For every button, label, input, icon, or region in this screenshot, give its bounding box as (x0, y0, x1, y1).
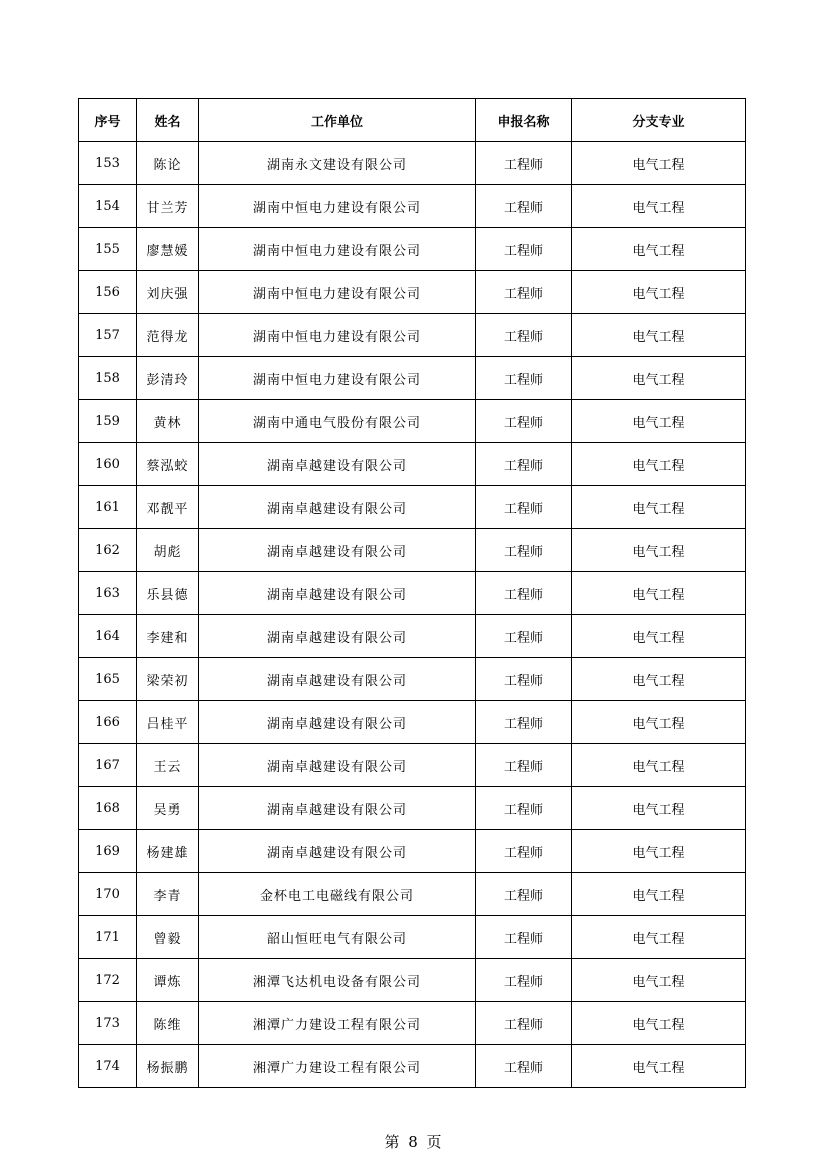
table-row (79, 228, 746, 271)
cell-index: 158 (79, 357, 137, 400)
cell-index: 167 (79, 744, 137, 787)
cell-title: 工程师 (476, 185, 572, 228)
table-row (79, 744, 746, 787)
cell-unit: 湖南卓越建设有限公司 (199, 486, 476, 529)
table-row (79, 486, 746, 529)
cell-specialty: 电气工程 (572, 1045, 746, 1088)
table-row (79, 443, 746, 486)
cell-name: 乐县德 (137, 572, 199, 615)
cell-name: 杨振鹏 (137, 1045, 199, 1088)
cell-title: 工程师 (476, 1002, 572, 1045)
table-row (79, 271, 746, 314)
cell-specialty: 电气工程 (572, 658, 746, 701)
cell-unit: 湘潭广力建设工程有限公司 (199, 1002, 476, 1045)
cell-index: 159 (79, 400, 137, 443)
header-index: 序号 (79, 99, 137, 142)
cell-name: 吕桂平 (137, 701, 199, 744)
table-row (79, 787, 746, 830)
cell-title: 工程师 (476, 787, 572, 830)
cell-title: 工程师 (476, 142, 572, 185)
cell-specialty: 电气工程 (572, 615, 746, 658)
cell-unit: 湘潭广力建设工程有限公司 (199, 1045, 476, 1088)
cell-index: 172 (79, 959, 137, 1002)
cell-title: 工程师 (476, 572, 572, 615)
cell-index: 171 (79, 916, 137, 959)
cell-title: 工程师 (476, 916, 572, 959)
cell-index: 173 (79, 1002, 137, 1045)
table-row (79, 959, 746, 1002)
cell-title: 工程师 (476, 873, 572, 916)
cell-index: 166 (79, 701, 137, 744)
table-body (79, 142, 746, 1088)
cell-unit: 湖南中恒电力建设有限公司 (199, 271, 476, 314)
cell-name: 曾毅 (137, 916, 199, 959)
cell-specialty: 电气工程 (572, 959, 746, 1002)
table-row (79, 615, 746, 658)
table-row (79, 400, 746, 443)
cell-unit: 金杯电工电磁线有限公司 (199, 873, 476, 916)
cell-index: 154 (79, 185, 137, 228)
cell-title: 工程师 (476, 1045, 572, 1088)
table-row (79, 916, 746, 959)
cell-index: 162 (79, 529, 137, 572)
cell-name: 黄林 (137, 400, 199, 443)
cell-index: 161 (79, 486, 137, 529)
cell-name: 杨建雄 (137, 830, 199, 873)
cell-specialty: 电气工程 (572, 744, 746, 787)
roster-table (78, 98, 746, 1088)
header-name: 姓名 (137, 99, 199, 142)
cell-name: 王云 (137, 744, 199, 787)
cell-unit: 湖南中恒电力建设有限公司 (199, 228, 476, 271)
cell-index: 160 (79, 443, 137, 486)
cell-title: 工程师 (476, 443, 572, 486)
table-row (79, 314, 746, 357)
cell-title: 工程师 (476, 959, 572, 1002)
cell-unit: 湖南卓越建设有限公司 (199, 443, 476, 486)
table-row (79, 1002, 746, 1045)
cell-name: 陈论 (137, 142, 199, 185)
cell-unit: 湖南卓越建设有限公司 (199, 615, 476, 658)
cell-name: 陈维 (137, 1002, 199, 1045)
cell-name: 梁荣初 (137, 658, 199, 701)
cell-specialty: 电气工程 (572, 400, 746, 443)
table-row (79, 701, 746, 744)
cell-name: 谭炼 (137, 959, 199, 1002)
page-number: 第 8 页 (384, 1133, 442, 1151)
cell-title: 工程师 (476, 529, 572, 572)
table-row (79, 1045, 746, 1088)
cell-index: 157 (79, 314, 137, 357)
table-row (79, 142, 746, 185)
cell-index: 169 (79, 830, 137, 873)
cell-title: 工程师 (476, 744, 572, 787)
table-row (79, 830, 746, 873)
cell-name: 彭清玲 (137, 357, 199, 400)
table-row (79, 658, 746, 701)
cell-index: 165 (79, 658, 137, 701)
cell-title: 工程师 (476, 830, 572, 873)
cell-name: 甘兰芳 (137, 185, 199, 228)
cell-name: 胡彪 (137, 529, 199, 572)
cell-unit: 湖南中恒电力建设有限公司 (199, 357, 476, 400)
cell-unit: 湖南中恒电力建设有限公司 (199, 185, 476, 228)
cell-index: 155 (79, 228, 137, 271)
cell-specialty: 电气工程 (572, 142, 746, 185)
cell-unit: 湖南卓越建设有限公司 (199, 658, 476, 701)
cell-unit: 韶山恒旺电气有限公司 (199, 916, 476, 959)
cell-specialty: 电气工程 (572, 787, 746, 830)
cell-title: 工程师 (476, 486, 572, 529)
cell-specialty: 电气工程 (572, 486, 746, 529)
cell-title: 工程师 (476, 228, 572, 271)
cell-unit: 湖南中通电气股份有限公司 (199, 400, 476, 443)
cell-title: 工程师 (476, 357, 572, 400)
cell-specialty: 电气工程 (572, 314, 746, 357)
cell-specialty: 电气工程 (572, 185, 746, 228)
cell-index: 168 (79, 787, 137, 830)
cell-name: 廖慧媛 (137, 228, 199, 271)
table-header-row (79, 99, 746, 142)
cell-specialty: 电气工程 (572, 271, 746, 314)
cell-name: 李建和 (137, 615, 199, 658)
table-row (79, 529, 746, 572)
cell-specialty: 电气工程 (572, 916, 746, 959)
header-specialty: 分支专业 (572, 99, 746, 142)
cell-name: 邓靓平 (137, 486, 199, 529)
cell-index: 170 (79, 873, 137, 916)
cell-unit: 湖南永文建设有限公司 (199, 142, 476, 185)
cell-title: 工程师 (476, 314, 572, 357)
cell-title: 工程师 (476, 658, 572, 701)
cell-specialty: 电气工程 (572, 1002, 746, 1045)
cell-name: 范得龙 (137, 314, 199, 357)
header-unit: 工作单位 (199, 99, 476, 142)
cell-specialty: 电气工程 (572, 572, 746, 615)
cell-specialty: 电气工程 (572, 701, 746, 744)
cell-unit: 湖南卓越建设有限公司 (199, 701, 476, 744)
cell-title: 工程师 (476, 615, 572, 658)
cell-specialty: 电气工程 (572, 873, 746, 916)
cell-index: 163 (79, 572, 137, 615)
cell-specialty: 电气工程 (572, 228, 746, 271)
cell-unit: 湖南卓越建设有限公司 (199, 830, 476, 873)
cell-unit: 湖南卓越建设有限公司 (199, 529, 476, 572)
table-row (79, 185, 746, 228)
table-row (79, 873, 746, 916)
cell-unit: 湖南卓越建设有限公司 (199, 744, 476, 787)
cell-unit: 湘潭飞达机电设备有限公司 (199, 959, 476, 1002)
header-title: 申报名称 (476, 99, 572, 142)
cell-name: 李青 (137, 873, 199, 916)
table-row (79, 572, 746, 615)
cell-index: 153 (79, 142, 137, 185)
cell-unit: 湖南中恒电力建设有限公司 (199, 314, 476, 357)
cell-index: 174 (79, 1045, 137, 1088)
table-row (79, 357, 746, 400)
cell-name: 蔡泓蛟 (137, 443, 199, 486)
cell-title: 工程师 (476, 701, 572, 744)
cell-name: 刘庆强 (137, 271, 199, 314)
cell-specialty: 电气工程 (572, 443, 746, 486)
cell-specialty: 电气工程 (572, 529, 746, 572)
cell-title: 工程师 (476, 400, 572, 443)
cell-index: 164 (79, 615, 137, 658)
cell-specialty: 电气工程 (572, 830, 746, 873)
cell-title: 工程师 (476, 271, 572, 314)
cell-specialty: 电气工程 (572, 357, 746, 400)
cell-index: 156 (79, 271, 137, 314)
cell-unit: 湖南卓越建设有限公司 (199, 787, 476, 830)
cell-name: 吴勇 (137, 787, 199, 830)
cell-unit: 湖南卓越建设有限公司 (199, 572, 476, 615)
